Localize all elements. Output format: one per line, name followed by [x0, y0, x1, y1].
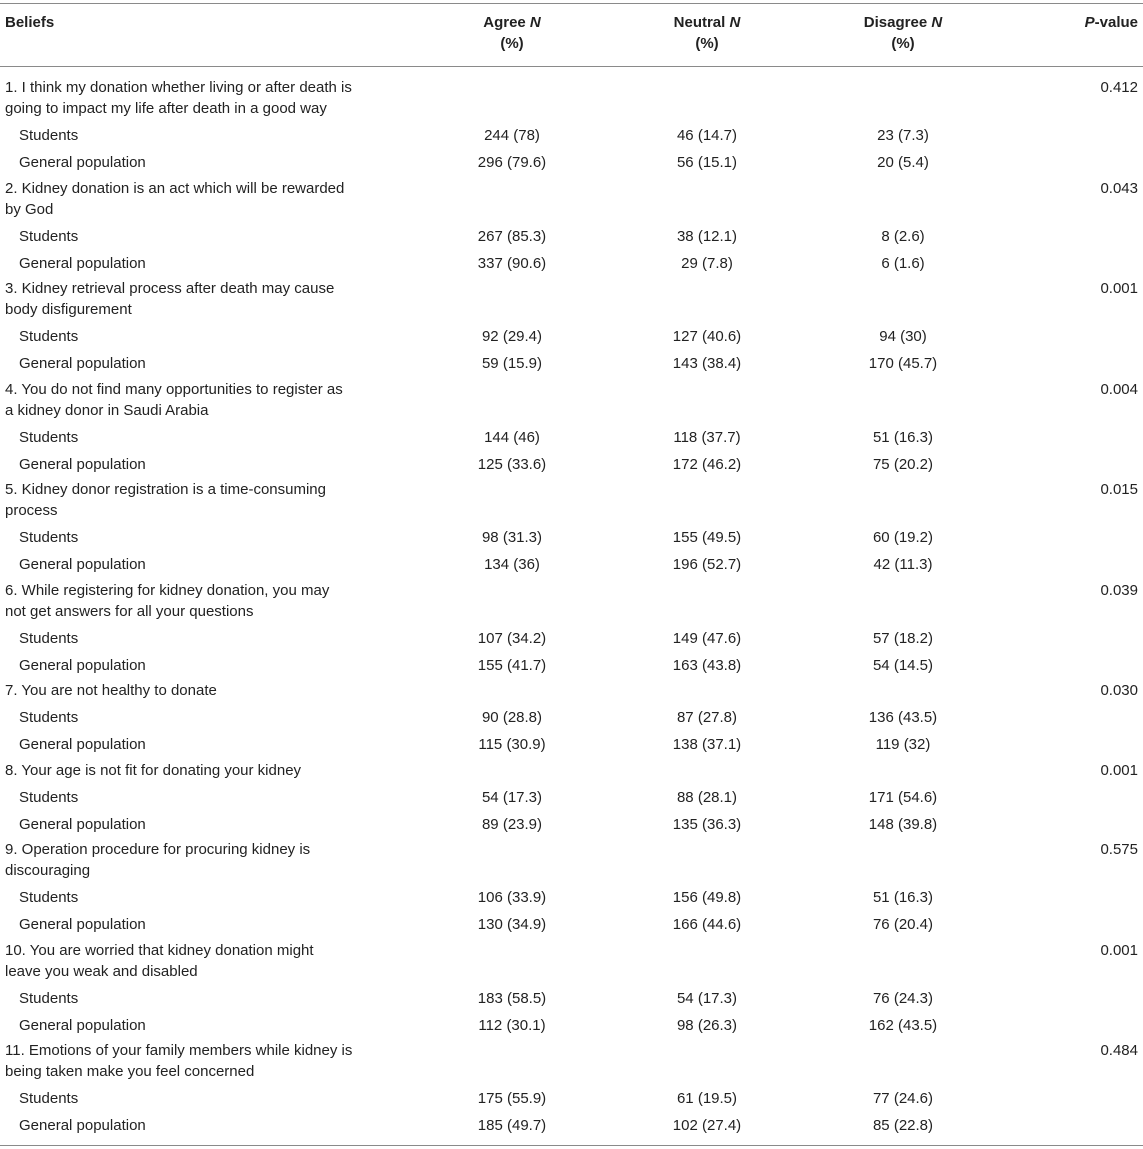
general-neutral-value: 166 (44.6)	[672, 916, 742, 933]
general-disagree-value: 6 (1.6)	[881, 255, 925, 272]
students-neutral-value: 149 (47.6)	[672, 630, 742, 647]
students-disagree-value: 60 (19.2)	[872, 529, 934, 546]
students-agree-value: 144 (46)	[484, 429, 540, 446]
belief-question-cont: leave you weak and disabled	[5, 963, 198, 980]
students-group-label: Students	[19, 429, 79, 446]
belief-question: 5. Kidney donor registration is a time-consuming	[5, 481, 326, 498]
general-agree-value: 130 (34.9)	[477, 916, 547, 933]
students-group-label: Students	[19, 228, 79, 245]
students-neutral-value: 46 (14.7)	[676, 127, 738, 144]
students-disagree-value: 77 (24.6)	[872, 1090, 934, 1107]
header-neutral-label: Neutral	[673, 14, 730, 31]
students-disagree-value: 51 (16.3)	[872, 889, 934, 906]
p-value: 0.484	[1100, 1042, 1138, 1059]
header-agree	[412, 12, 612, 54]
students-disagree-value: 57 (18.2)	[872, 630, 934, 647]
students-neutral-value: 127 (40.6)	[672, 328, 742, 345]
general-neutral-value: 143 (38.4)	[672, 355, 742, 372]
students-group-label: Students	[19, 990, 79, 1007]
header-neutral	[607, 12, 807, 54]
belief-question: 6. While registering for kidney donation, you may	[5, 582, 330, 599]
table-bottom-rule	[0, 1145, 1143, 1146]
general-agree-value: 112 (30.1)	[478, 1017, 546, 1034]
header-disagree-label: Disagree	[863, 14, 932, 31]
students-disagree-value: 8 (2.6)	[881, 228, 925, 245]
students-neutral-value: 155 (49.5)	[672, 529, 742, 546]
general-neutral-value: 138 (37.1)	[672, 736, 742, 753]
header-p-suffix: -value	[1094, 14, 1138, 31]
header-p-value	[1038, 12, 1138, 33]
students-agree-value: 106 (33.9)	[477, 889, 547, 906]
p-value: 0.039	[1100, 582, 1138, 599]
belief-question-cont: by God	[5, 201, 54, 218]
general-group-label: General population	[19, 255, 146, 272]
header-disagree	[803, 12, 1003, 54]
general-disagree-value: 75 (20.2)	[872, 456, 934, 473]
header-agree-pct: (%)	[500, 35, 524, 52]
header-neutral-pct: (%)	[695, 35, 719, 52]
header-beliefs: Beliefs	[5, 14, 55, 31]
general-agree-value: 155 (41.7)	[477, 657, 547, 674]
general-disagree-value: 54 (14.5)	[872, 657, 934, 674]
students-agree-value: 267 (85.3)	[477, 228, 547, 245]
belief-question: 10. You are worried that kidney donation might	[5, 942, 314, 959]
general-agree-value: 59 (15.9)	[481, 355, 543, 372]
belief-question-cont: going to impact my life after death in a good way	[5, 100, 327, 117]
students-disagree-value: 171 (54.6)	[868, 789, 938, 806]
students-neutral-value: 88 (28.1)	[676, 789, 738, 806]
general-neutral-value: 98 (26.3)	[676, 1017, 738, 1034]
students-group-label: Students	[19, 127, 79, 144]
general-neutral-value: 163 (43.8)	[672, 657, 742, 674]
general-group-label: General population	[19, 916, 146, 933]
belief-question-cont: not get answers for all your questions	[5, 603, 254, 620]
table-top-rule	[0, 3, 1143, 4]
general-group-label: General population	[19, 456, 146, 473]
general-disagree-value: 42 (11.3)	[873, 556, 933, 573]
general-group-label: General population	[19, 556, 146, 573]
belief-question-cont: being taken make you feel concerned	[5, 1063, 255, 1080]
students-agree-value: 54 (17.3)	[481, 789, 543, 806]
students-disagree-value: 23 (7.3)	[877, 127, 929, 144]
general-disagree-value: 20 (5.4)	[877, 154, 929, 171]
p-value: 0.575	[1100, 841, 1138, 858]
students-neutral-value: 54 (17.3)	[676, 990, 738, 1007]
general-agree-value: 296 (79.6)	[477, 154, 547, 171]
general-group-label: General population	[19, 736, 146, 753]
students-neutral-value: 156 (49.8)	[672, 889, 742, 906]
students-agree-value: 98 (31.3)	[481, 529, 543, 546]
general-group-label: General population	[19, 657, 146, 674]
students-neutral-value: 61 (19.5)	[676, 1090, 738, 1107]
p-value: 0.043	[1100, 180, 1138, 197]
students-agree-value: 183 (58.5)	[477, 990, 547, 1007]
students-disagree-value: 51 (16.3)	[872, 429, 934, 446]
general-disagree-value: 148 (39.8)	[868, 816, 938, 833]
students-agree-value: 175 (55.9)	[477, 1090, 547, 1107]
p-value: 0.412	[1100, 79, 1138, 96]
students-group-label: Students	[19, 889, 79, 906]
students-group-label: Students	[19, 328, 79, 345]
general-disagree-value: 119 (32)	[875, 736, 931, 753]
general-agree-value: 125 (33.6)	[477, 456, 547, 473]
students-disagree-value: 76 (24.3)	[872, 990, 934, 1007]
general-agree-value: 337 (90.6)	[477, 255, 547, 272]
belief-question: 4. You do not find many opportunities to register as	[5, 381, 343, 398]
belief-question: 8. Your age is not fit for donating your kidney	[5, 762, 302, 779]
belief-question: 2. Kidney donation is an act which will be rewarded	[5, 180, 345, 197]
belief-question: 1. I think my donation whether living or after death is	[5, 79, 352, 96]
belief-question-cont: body disfigurement	[5, 301, 132, 318]
general-group-label: General population	[19, 816, 146, 833]
students-group-label: Students	[19, 1090, 79, 1107]
general-agree-value: 185 (49.7)	[477, 1117, 547, 1134]
header-p-italic: P	[1084, 14, 1095, 31]
p-value: 0.001	[1100, 280, 1138, 297]
general-neutral-value: 135 (36.3)	[672, 816, 742, 833]
students-group-label: Students	[19, 789, 79, 806]
general-neutral-value: 196 (52.7)	[672, 556, 742, 573]
general-neutral-value: 29 (7.8)	[681, 255, 733, 272]
students-neutral-value: 38 (12.1)	[676, 228, 738, 245]
students-group-label: Students	[19, 709, 79, 726]
general-disagree-value: 85 (22.8)	[872, 1117, 934, 1134]
general-disagree-value: 76 (20.4)	[872, 916, 934, 933]
belief-question-cont: process	[5, 502, 58, 519]
students-agree-value: 107 (34.2)	[477, 630, 547, 647]
p-value: 0.001	[1100, 942, 1138, 959]
students-agree-value: 92 (29.4)	[481, 328, 543, 345]
general-group-label: General population	[19, 154, 146, 171]
general-group-label: General population	[19, 1017, 146, 1034]
header-disagree-pct: (%)	[891, 35, 915, 52]
general-agree-value: 115 (30.9)	[478, 736, 546, 753]
belief-question: 9. Operation procedure for procuring kidney is	[5, 841, 311, 858]
belief-question-cont: discouraging	[5, 862, 91, 879]
belief-question: 7. You are not healthy to donate	[5, 682, 217, 699]
students-disagree-value: 136 (43.5)	[868, 709, 938, 726]
header-agree-n: N	[529, 14, 541, 31]
students-group-label: Students	[19, 630, 79, 647]
belief-question: 3. Kidney retrieval process after death may cause	[5, 280, 335, 297]
students-agree-value: 90 (28.8)	[481, 709, 543, 726]
general-agree-value: 89 (23.9)	[481, 816, 543, 833]
students-agree-value: 244 (78)	[484, 127, 540, 144]
general-agree-value: 134 (36)	[484, 556, 540, 573]
header-neutral-n: N	[729, 14, 741, 31]
p-value: 0.030	[1100, 682, 1138, 699]
students-neutral-value: 87 (27.8)	[676, 709, 738, 726]
p-value: 0.001	[1100, 762, 1138, 779]
header-disagree-n: N	[931, 14, 943, 31]
general-group-label: General population	[19, 1117, 146, 1134]
general-neutral-value: 172 (46.2)	[672, 456, 742, 473]
table-header-rule	[0, 66, 1143, 67]
students-disagree-value: 94 (30)	[879, 328, 927, 345]
header-agree-label: Agree	[483, 14, 530, 31]
students-group-label: Students	[19, 529, 79, 546]
general-neutral-value: 56 (15.1)	[676, 154, 738, 171]
general-disagree-value: 162 (43.5)	[868, 1017, 938, 1034]
belief-question-cont: a kidney donor in Saudi Arabia	[5, 402, 209, 419]
students-neutral-value: 118 (37.7)	[673, 429, 741, 446]
general-neutral-value: 102 (27.4)	[672, 1117, 742, 1134]
p-value: 0.015	[1100, 481, 1138, 498]
belief-question: 11. Emotions of your family members while kidney is	[5, 1042, 353, 1059]
p-value: 0.004	[1100, 381, 1138, 398]
general-disagree-value: 170 (45.7)	[868, 355, 938, 372]
general-group-label: General population	[19, 355, 146, 372]
